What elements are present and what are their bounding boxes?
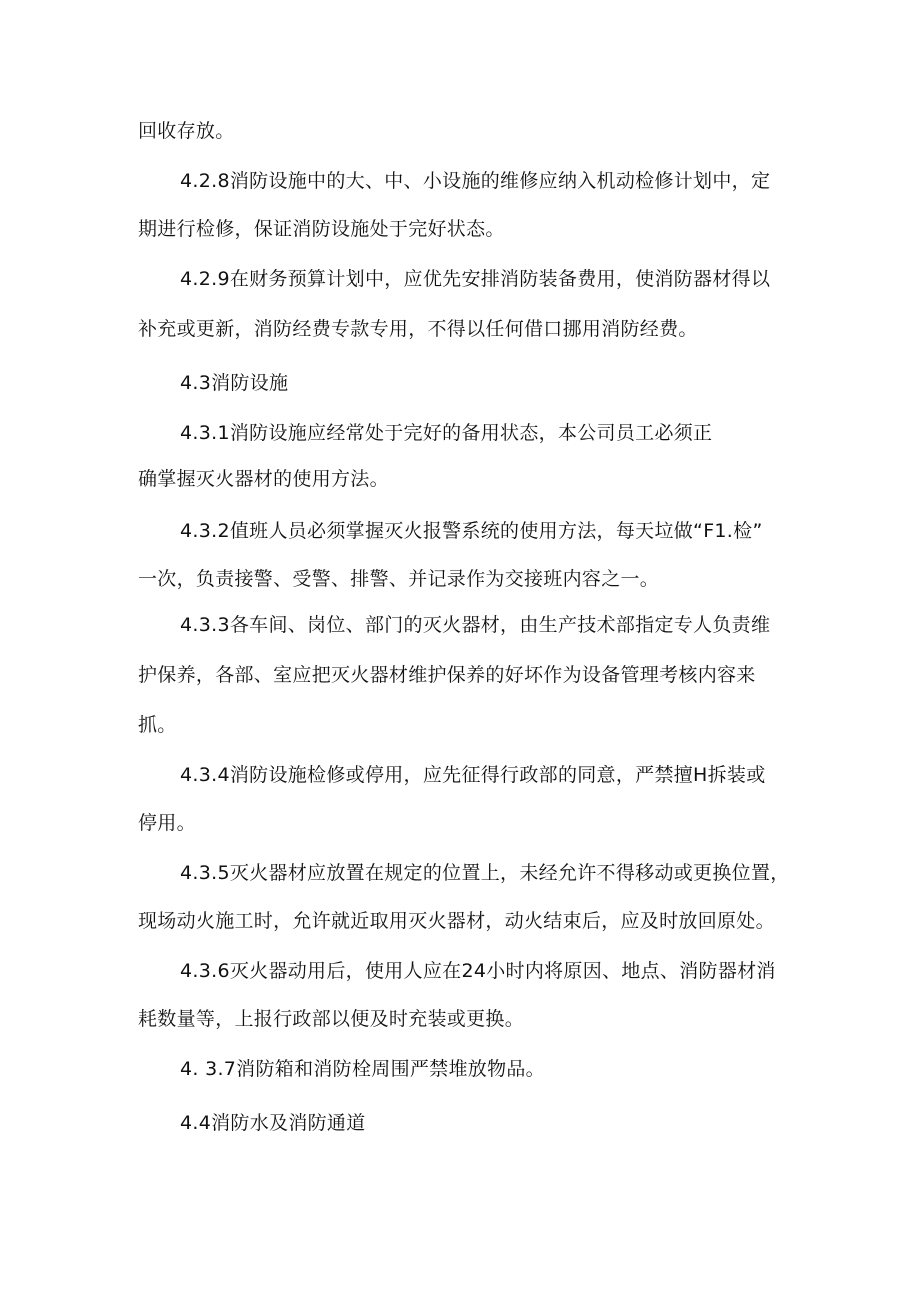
text-line: 4.3.4消防设施检修或停用，应先征得行政部的同意，严禁擅H拆装或 xyxy=(180,764,766,786)
text-line: 一次，负责接警、受警、排警、并记录作为交接班内容之一。 xyxy=(138,568,660,590)
text-line: 4.3.5灭火器材应放置在规定的位置上，未经允许不得移动或更换位置， xyxy=(180,862,790,884)
text-line: 回收存放。 xyxy=(138,120,235,142)
text-line: 4.3.2值班人员必须掌握灭火报警系统的使用方法，每天垃做“F1.检” xyxy=(180,520,763,542)
text-line: 现场动火施工时，允许就近取用灭火器材，动火结束后，应及时放回原处。 xyxy=(138,910,775,932)
text-line: 4.2.9在财务预算计划中，应优先安排消防装备费用，使消防器材得以 xyxy=(180,268,771,290)
text-line: 确掌握灭火器材的使用方法。 xyxy=(138,468,389,490)
text-line: 护保养，各部、室应把灭火器材维护保养的好坏作为设备管理考核内容来 xyxy=(138,664,756,686)
section-heading: 4.4消防水及消防通道 xyxy=(180,1112,366,1134)
text-line: 4.3.3各车间、岗位、部门的灭火器材，由生产技术部指定专人负责维 xyxy=(180,614,771,636)
text-line: 停用。 xyxy=(138,812,196,834)
text-line: 4.2.8消防设施中的大、中、小设施的维修应纳入机动检修计划中，定 xyxy=(180,170,771,192)
text-line: 4. 3.7消防箱和消防栓周围严禁堆放物品。 xyxy=(180,1058,545,1080)
text-line: 4.3.6灭火器动用后，使用人应在24小时内将原因、地点、消防器材消 xyxy=(180,960,776,982)
text-line: 4.3.1消防设施应经常处于完好的备用状态，本公司员工必须正 xyxy=(180,422,713,444)
text-line: 补充或更新，消防经费专款专用，不得以任何借口挪用消防经费。 xyxy=(138,318,698,340)
text-line: 耗数量等，上报行政部以便及时充装或更换。 xyxy=(138,1008,525,1030)
text-line: 期进行检修，保证消防设施处于完好状态。 xyxy=(138,218,505,240)
section-heading: 4.3消防设施 xyxy=(180,372,289,394)
text-line: 抓。 xyxy=(138,714,177,736)
